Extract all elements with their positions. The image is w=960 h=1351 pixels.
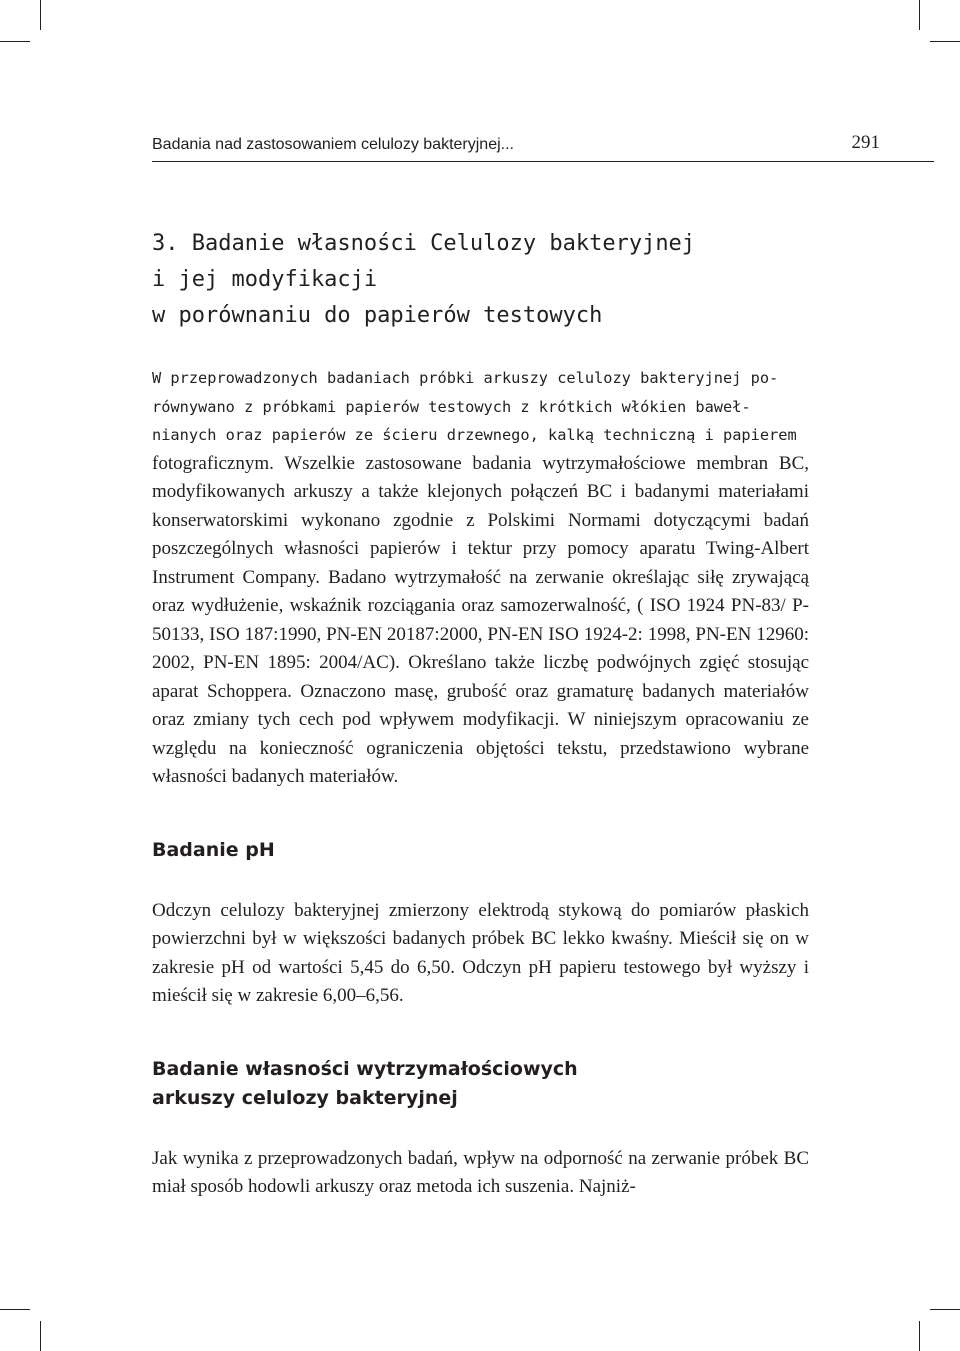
crop-mark xyxy=(0,1309,30,1310)
crop-mark xyxy=(919,1321,920,1351)
intro-line: W przeprowadzonych badaniach próbki arkuszy celulozy bakteryjnej po- xyxy=(152,369,779,387)
crop-mark xyxy=(40,0,41,30)
crop-mark xyxy=(40,1321,41,1351)
intro-line: nianych oraz papierów ze ścieru drzewnego, kalką techniczną i papierem xyxy=(152,426,797,444)
chapter-title-line: w porównaniu do papierów testowych xyxy=(152,303,603,328)
paragraph-strength: Jak wynika z przeprowadzonych badań, wpływ na odporność na zerwanie próbek BC miał sposób hodowli arkuszy oraz metoda ich suszenia. Najniż- xyxy=(152,1147,809,1197)
chapter-title-line: i jej modyfikacji xyxy=(152,267,378,292)
section-heading-ph: Badanie pH xyxy=(152,838,275,861)
section-heading-line: arkuszy celulozy bakteryjnej xyxy=(152,1086,458,1109)
page-content xyxy=(152,226,809,1202)
running-head xyxy=(152,133,934,162)
section-heading-line: Badanie własności wytrzymałościowych xyxy=(152,1057,578,1080)
intro-text xyxy=(152,364,809,450)
running-head-title: Badania nad zastosowaniem celulozy bakteryjnej... xyxy=(152,136,514,153)
crop-mark xyxy=(919,0,920,30)
paragraph-ph: Odczyn celulozy bakteryjnej zmierzony elektrodą stykową do pomiarów płaskich powierzchni był w większości badanych próbek BC lekko kwaśny. Mieścił się on w zakresie pH od wartości 5,45 do 6,50. Odczyn pH papieru testowego był wyższy i mieścił się w zakresie 6,00–6,56. xyxy=(152,899,809,1006)
crop-mark xyxy=(0,41,30,42)
intro-line: równywano z próbkami papierów testowych z krótkich włókien baweł- xyxy=(152,397,751,416)
chapter-title-line: 3. Badanie własności Celulozy bakteryjnej xyxy=(152,231,696,256)
page-number: 291 xyxy=(851,132,880,153)
paragraph-methods: fotograficznym. Wszelkie zastosowane badania wytrzymałościowe membran BC, modyfikowanych arkuszy a także klejonych połączeń BC i badanymi materiałami konserwatorskimi wykonano zgodnie z Polskimi Normami dotyczącymi badań poszczególnych własności papierów i tektur przy pomocy aparatu Twing-Albert Instrument Company. Badano wytrzymałość na zerwanie określając siłę zrywającą oraz wydłużenie, wskaźnik rozciągania oraz samozerwalność, ( ISO 1924 PN-83/ P-50133, ISO 187:1990, PN-EN 20187:2000, PN-EN ISO 1924-2: 1998, PN-EN 12960: 2002, PN-EN 1895: 2004/AC). Określano także liczbę podwójnych zgięć stosując aparat Schoppera. Oznaczono masę, grubość oraz gramaturę badanych materiałów oraz zmiany tych cech pod wpływem modyfikacji. W niniejszym opracowaniu ze względu na konieczność ograniczenia objętości tekstu, przedstawiono wybrane własności badanych materiałów. xyxy=(152,452,809,787)
chapter-title xyxy=(152,226,809,334)
crop-mark xyxy=(930,1309,960,1310)
section-heading-strength xyxy=(152,1055,809,1113)
crop-mark xyxy=(930,41,960,42)
